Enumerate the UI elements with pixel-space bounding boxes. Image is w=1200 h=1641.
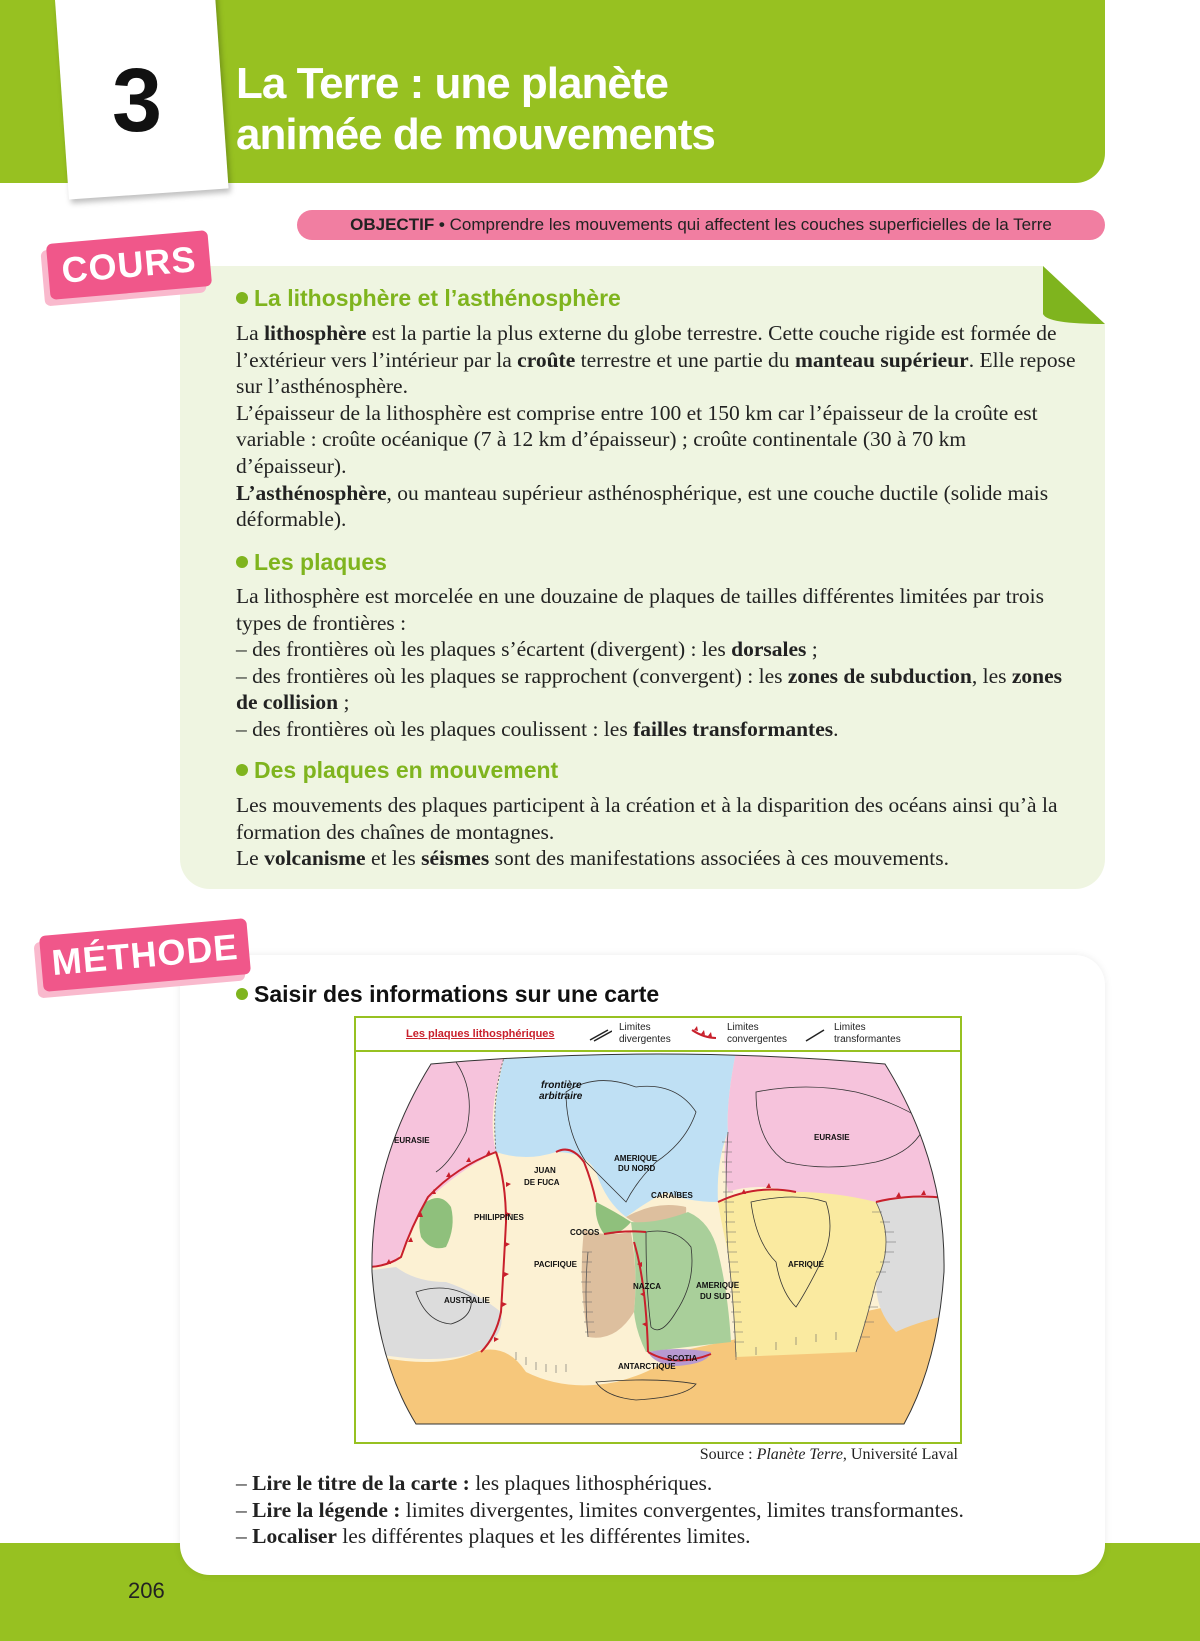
chapter-title-line-1: La Terre : une planète xyxy=(236,59,668,108)
methode-title xyxy=(236,981,659,1008)
label-caraibes: CARAÏBES xyxy=(651,1191,693,1200)
convergent-limit-icon xyxy=(690,1024,718,1042)
label-frontiere-2: arbitraire xyxy=(539,1091,583,1102)
label-amerique-sud-1: AMERIQUE xyxy=(696,1281,740,1290)
label-cocos: COCOS xyxy=(570,1228,600,1237)
section-title-text: Des plaques en mouvement xyxy=(254,757,559,783)
plate-east-grey xyxy=(876,1197,960,1332)
method-step-2: – Lire la légende : limites divergentes, limites convergentes, limites transformantes. xyxy=(236,1498,964,1522)
map-legend-bar xyxy=(356,1018,960,1052)
legend-convergent: Limites convergentes xyxy=(727,1022,788,1045)
bullet-dot xyxy=(236,764,248,776)
plate-map-figure xyxy=(354,1016,962,1444)
source-title: Planète Terre xyxy=(756,1446,843,1463)
label-amerique-nord-1: AMERIQUE xyxy=(614,1154,658,1163)
bullet-dot xyxy=(236,988,248,1000)
label-juan-2: DE FUCA xyxy=(524,1178,560,1187)
label-afrique: AFRIQUE xyxy=(788,1260,824,1269)
plate-afrique xyxy=(718,1190,886,1357)
label-juan-1: JUAN xyxy=(534,1166,556,1175)
label-nazca: NAZCA xyxy=(633,1282,661,1291)
objective-label: OBJECTIF xyxy=(350,215,435,234)
legend-transform: Limites transformantes xyxy=(834,1022,901,1045)
label-amerique-sud-2: DU SUD xyxy=(700,1292,731,1301)
label-philippines: PHILIPPINES xyxy=(474,1213,524,1222)
divergent-limit-icon xyxy=(588,1028,612,1042)
paragraph-lithosphere: La lithosphère est la partie la plus externe du globe terrestre. Cette couche rigide est formée de l’extérieur vers l’intérieur par la croûte terrestre et une partie du manteau supérieur. Elle repose sur l’asthénosphère. L’épaisseur de la lithosphère est comprise entre 100 et 150 km car l’épaisseur de la croûte est variable : croûte océanique (7 à 12 km d’épaisseur) ; croûte continentale (30 à 70 km d’épaisseur). L’asthénosphère, ou manteau supérieur asthénosphérique, est une couche ductile (solide mais déformable). xyxy=(236,321,1076,532)
chapter-number: 3 xyxy=(112,51,163,151)
objective-banner xyxy=(297,210,1105,240)
section-title-plaques xyxy=(236,548,387,576)
bullet-dot xyxy=(236,556,248,568)
cours-tag: COURS xyxy=(46,230,212,300)
transform-limit-icon xyxy=(804,1028,826,1042)
label-antarctique: ANTARCTIQUE xyxy=(618,1362,676,1371)
legend-divergent: Limites divergentes xyxy=(619,1022,671,1045)
label-australie: AUSTRALIE xyxy=(444,1296,490,1305)
paragraph-plaques: La lithosphère est morcelée en une douzaine de plaques de tailles différentes limitées par trois types de frontières : – des frontières où les plaques s’écartent (divergent) : les dorsales ; – des frontières où les plaques se rapprochent (convergent) : les zones de subduction, les zones de collision ; – des frontières où les plaques coulissent : les failles transformantes. xyxy=(236,584,1063,741)
label-pacifique: PACIFIQUE xyxy=(534,1260,577,1269)
world-plate-map xyxy=(356,1052,960,1440)
section-title-lithosphere xyxy=(236,284,621,312)
section-title-text: La lithosphère et l’asthénosphère xyxy=(254,285,621,311)
chapter-title-line-2: animée de mouvements xyxy=(236,110,715,159)
objective-separator: • xyxy=(434,215,450,234)
section-title-text: Les plaques xyxy=(254,549,387,575)
label-amerique-nord-2: DU NORD xyxy=(618,1164,656,1173)
page-number: 206 xyxy=(128,1578,165,1603)
map-title: Les plaques lithosphériques xyxy=(406,1028,555,1040)
label-eurasie-east: EURASIE xyxy=(814,1133,850,1142)
methode-title-text: Saisir des informations sur une carte xyxy=(254,981,660,1007)
label-scotia: SCOTIA xyxy=(667,1354,698,1363)
paragraph-mouvement: Les mouvements des plaques participent à la création et à la disparition des océans ainsi qu’à la formation des chaînes de montagnes. Le volcanisme et les séismes sont des manifestations associées à ces mouvements. xyxy=(236,793,1058,871)
section-title-mouvement xyxy=(236,756,558,784)
plate-eurasie-east xyxy=(725,1052,961,1202)
label-eurasie-west: EURASIE xyxy=(394,1136,430,1145)
objective-text: Comprendre les mouvements qui affectent les couches superficielles de la Terre xyxy=(449,215,1052,234)
method-step-1: – Lire le titre de la carte : les plaques lithosphériques. xyxy=(236,1471,713,1495)
bullet-dot xyxy=(236,292,248,304)
chapter-title xyxy=(236,58,715,160)
page-fold-corner xyxy=(1043,266,1105,326)
label-frontiere-1: frontière xyxy=(541,1080,582,1091)
map-source: Source : Planète Terre, Université Laval xyxy=(699,1446,958,1463)
method-step-3: – Localiser les différentes plaques et les différentes limites. xyxy=(236,1524,751,1548)
methode-tag: MÉTHODE xyxy=(39,918,251,992)
